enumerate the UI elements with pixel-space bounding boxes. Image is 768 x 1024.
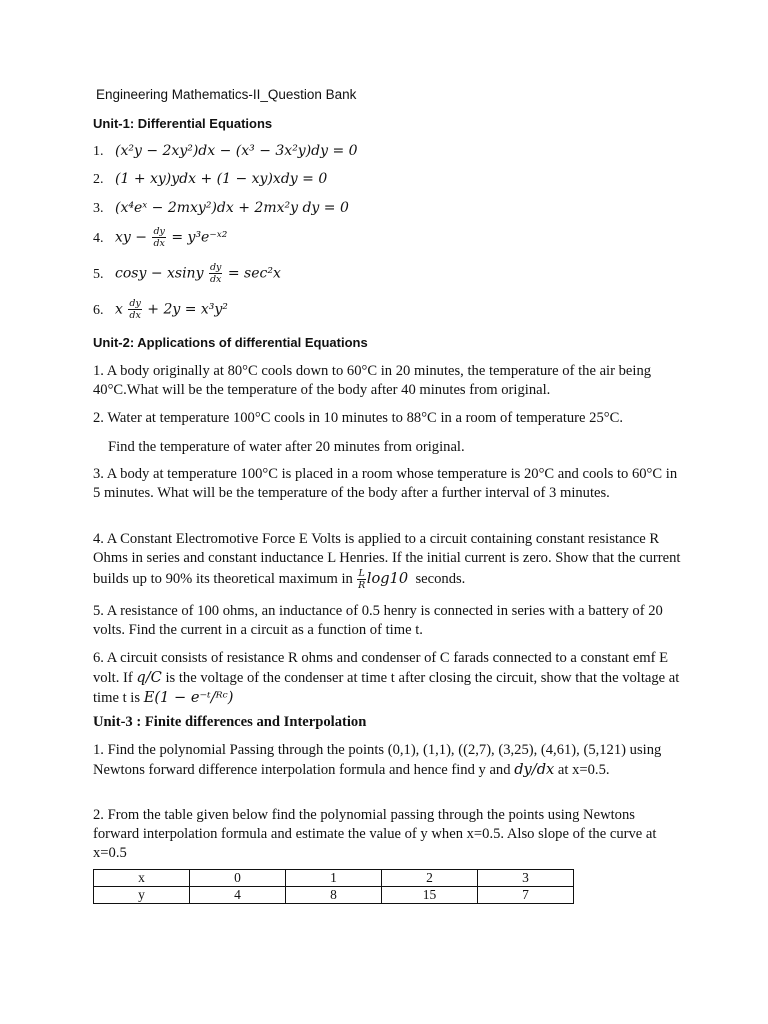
dy-dx-fraction: $\frac{dy}{dx}$ xyxy=(153,226,165,249)
unit1-question-5: 5. cosy − xsiny $\frac{dy}{dx}$ = sec²x xyxy=(93,262,281,285)
table-header-cell: x xyxy=(94,870,190,887)
unit1-question-3: 3. (x⁴eˣ − 2mxy²)dx + 2mx²y dy = 0 xyxy=(93,200,349,216)
table-cell: 4 xyxy=(190,887,286,904)
unit3-heading: Unit-3 : Finite differences and Interpolation xyxy=(93,714,367,730)
table-row xyxy=(94,887,574,904)
unit1-question-6: 6. x $\frac{dy}{dx}$ + 2y = x³y² xyxy=(93,298,228,321)
xy-data-table xyxy=(93,869,574,904)
table-row xyxy=(94,870,574,887)
unit2-heading: Unit-2: Applications of differential Equations xyxy=(93,335,368,350)
unit3-question-2: 2. From the table given below find the polynomial passing through the points using Newtons forward interpolation formula and estimate the value of y when x=0.5. Also slope of the curve at x=0.5 xyxy=(93,807,657,861)
dy-dx-fraction: $\frac{dy}{dx}$ xyxy=(209,262,222,285)
unit1-question-4: 4. xy − $\frac{dy}{dx}$ = y³e⁻ˣ² xyxy=(93,226,228,249)
table-cell: 2 xyxy=(382,870,478,887)
unit2-question-2: 2. Water at temperature 100°C cools in 10 minutes to 88°C in a room of temperature 25°C. xyxy=(93,410,623,426)
table-cell: 15 xyxy=(382,887,478,904)
unit2-question-6: 6. A circuit consists of resistance R ohms and condenser of C farads connected to a constant emf E volt. If q/C is the voltage of the condenser at time t after closing the circuit, show that the voltage at time t is E(1 − e⁻ᵗ/ᴿᶜ) xyxy=(93,650,680,706)
table-cell: 8 xyxy=(286,887,382,904)
l-over-r-fraction: $\frac{L}{R}$ xyxy=(358,568,366,591)
unit1-heading: Unit-1: Differential Equations xyxy=(93,116,273,131)
table-header-cell: y xyxy=(94,887,190,904)
unit2-question-4: 4. A Constant Electromotive Force E Volts is applied to a circuit containing constant resistance R Ohms in series and constant inductance L Henries. If the initial current is zero. Show that the current builds up to 90% its theoretical maximum in $\frac{L}{R}$ log10 seconds. xyxy=(93,531,681,591)
unit2-question-2-continued: Find the temperature of water after 20 minutes from original. xyxy=(108,439,465,455)
document-title: Engineering Mathematics-II_Question Bank xyxy=(96,87,357,102)
unit2-question-1: 1. A body originally at 80°C cools down to 60°C in 20 minutes, the temperature of the air being 40°C.What will be the temperature of the body after 40 minutes from original. xyxy=(93,363,652,398)
unit1-question-1: 1. (x²y − 2xy²)dx − (x³ − 3x²y)dy = 0 xyxy=(93,143,358,159)
unit2-question-5: 5. A resistance of 100 ohms, an inductance of 0.5 henry is connected in series with a battery of 20 volts. Find the current in a circuit as a function of time t. xyxy=(93,603,663,638)
table-cell: 7 xyxy=(478,887,574,904)
table-cell: 1 xyxy=(286,870,382,887)
unit3-question-1: 1. Find the polynomial Passing through the points (0,1), (1,1), ((2,7), (3,25), (4,61), (5,121) using Newtons forward difference interpolation formula and hence find y and dy/dx at x=0.5. xyxy=(93,742,662,778)
table-cell: 3 xyxy=(478,870,574,887)
unit2-question-3: 3. A body at temperature 100°C is placed in a room whose temperature is 20°C and cools to 60°C in 5 minutes. What will be the temperature of the body after a further interval of 3 minutes. xyxy=(93,466,678,501)
dy-dx-fraction: $\frac{dy}{dx}$ xyxy=(129,298,141,321)
unit1-question-2: 2. (1 + xy)ydx + (1 − xy)xdy = 0 xyxy=(93,171,328,187)
table-cell: 0 xyxy=(190,870,286,887)
